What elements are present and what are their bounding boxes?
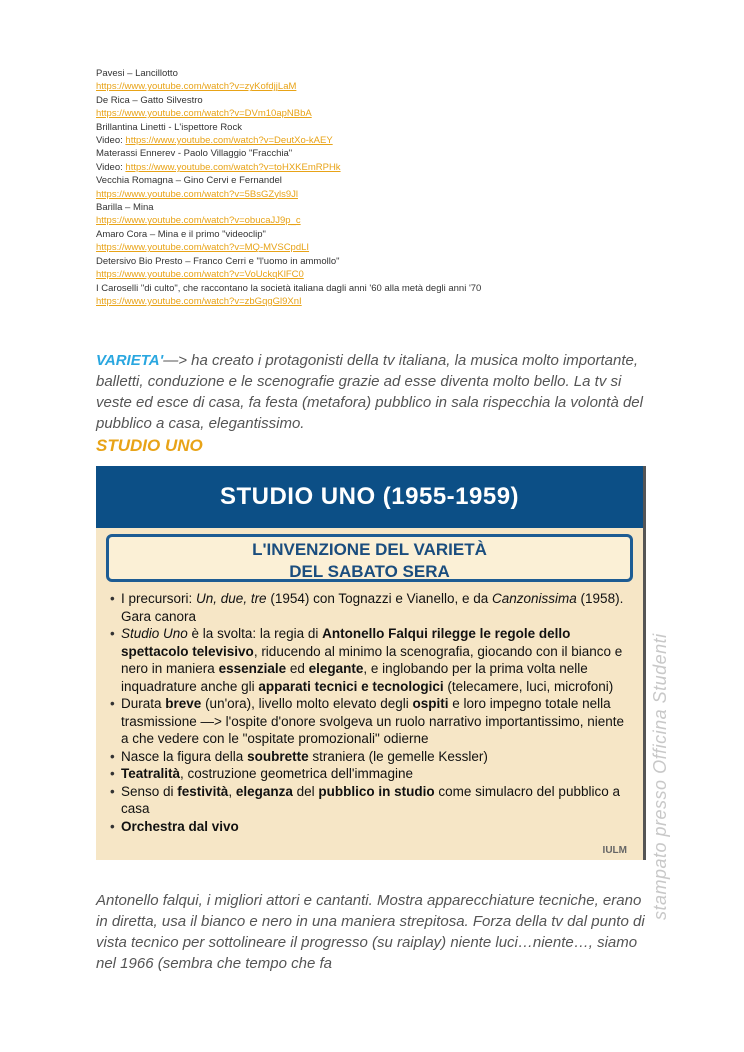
link-list-row	[96, 188, 656, 201]
link-list-row	[96, 67, 656, 80]
link-list-row	[96, 241, 656, 254]
link-label: Brillantina Linetti - L'ispettore Rock	[96, 121, 242, 133]
slide-bullet-segment: essenziale	[218, 661, 287, 676]
link-label: Detersivo Bio Presto – Franco Cerri e "l'uomo in ammollo"	[96, 255, 340, 267]
link-label: Amaro Cora – Mina e il primo "videoclip"	[96, 228, 266, 240]
slide-bullet-segment: ospiti	[412, 696, 449, 711]
youtube-link[interactable]: https://www.youtube.com/watch?v=VoUckqKlFC0	[96, 269, 304, 281]
watermark: stampato presso Officina Studenti	[650, 633, 670, 920]
youtube-link[interactable]: https://www.youtube.com/watch?v=zbGqgGl9XnI	[96, 295, 302, 307]
slide-bullet-segment: elegante	[308, 661, 364, 676]
slide-bullet-segment: , riducendo al minimo la scenografia, giocando con il bianco e nero in maniera	[121, 643, 623, 676]
slide-bullet-segment: è la svolta: la regia di	[187, 626, 323, 641]
link-label: Materassi Ennerev - Paolo Villaggio "Fracchia"	[96, 148, 293, 160]
link-list-row	[96, 295, 656, 308]
link-list-row	[96, 94, 656, 107]
iulm-logo: IULM	[602, 845, 627, 856]
slide-bullet-segment: del	[292, 783, 319, 799]
link-list-row	[96, 201, 656, 214]
youtube-link[interactable]: https://www.youtube.com/watch?v=toHXKEmRPHk	[125, 161, 341, 173]
link-list-row	[96, 268, 656, 281]
slide-bullet-segment: come simulacro del pubblico a casa	[121, 783, 620, 816]
slide-bullet-segment: soubrette	[247, 748, 309, 764]
link-list-row	[96, 161, 656, 174]
link-list-row	[96, 228, 656, 241]
slide-bullet-segment: Studio Uno	[121, 626, 188, 641]
slide-bullet-segment: pubblico in studio	[318, 783, 435, 799]
slide-bullet-segment: , e inglobando per la prima volta nelle inquadrature anche gli	[121, 661, 588, 694]
link-list-row	[96, 121, 656, 134]
slide-subtitle-line2: DEL SABATO SERA	[289, 562, 450, 581]
slide-bullet-segment: festività	[177, 783, 229, 799]
varieta-keyword: VARIETA'	[96, 352, 164, 369]
slide-bullet-segment: Canzonissima	[492, 591, 577, 606]
slide-bullet	[110, 590, 629, 625]
studio-uno-slide	[96, 466, 646, 860]
slide-bullet-segment: (un'ora), livello molto elevato degli	[201, 696, 413, 711]
link-list-row	[96, 107, 656, 120]
slide-bullet-segment: apparati tecnici e tecnologici	[258, 678, 444, 694]
varieta-paragraph	[96, 350, 656, 434]
slide-bullet-segment: (telecamere, luci, microfoni)	[443, 678, 614, 694]
link-list-row	[96, 80, 656, 93]
slide-bullet-segment: eleganza	[235, 783, 293, 799]
youtube-link[interactable]: https://www.youtube.com/watch?v=DeutXo-kAEY	[125, 135, 333, 147]
link-label: De Rica – Gatto Silvestro	[96, 94, 203, 106]
slide-bullet-segment: (1958). Gara canora	[121, 591, 624, 624]
slide-bullet-segment: Antonello Falqui rilegge le regole dello spettacolo televisivo	[121, 626, 571, 659]
slide-bullet-segment: Un, due, tre	[196, 591, 267, 606]
slide-bullet-segment: Teatralità	[121, 766, 181, 781]
link-label: Barilla – Mina	[96, 202, 154, 214]
studio-uno-heading: STUDIO UNO	[96, 436, 203, 455]
slide-subtitle-line1: L'INVENZIONE DEL VARIETÀ	[252, 540, 487, 559]
slide-bullet-segment: ed	[286, 661, 309, 676]
slide-subtitle-box	[106, 534, 633, 582]
slide-bullet	[110, 818, 629, 836]
slide-bullet-segment: Nasce la figura della	[121, 748, 248, 764]
link-list-row	[96, 174, 656, 187]
slide-bullet-segment: (1954) con Tognazzi e Vianello, e da	[266, 591, 492, 606]
slide-bullet-segment: Senso di	[121, 783, 178, 799]
youtube-link[interactable]: https://www.youtube.com/watch?v=obucaJJ9p_c	[96, 215, 301, 227]
youtube-link[interactable]: https://www.youtube.com/watch?v=5BsGZyls9Jl	[96, 188, 298, 200]
link-label: Video:	[96, 161, 126, 173]
link-list-row	[96, 134, 656, 147]
slide-bullet-segment: ,	[228, 783, 236, 799]
slide-bullet-segment: Durata	[121, 696, 166, 711]
slide-bullet	[110, 783, 629, 818]
slide-bullet-segment: , costruzione geometrica dell'immagine	[180, 766, 413, 781]
slide-bullet	[110, 695, 629, 748]
falqui-paragraph: Antonello falqui, i migliori attori e cantanti. Mostra apparecchiature tecniche, erano in diretta, usa il bianco e nero in una maniera strepitosa. Forza della tv dal punto di vista tecnico per sottolineare il progresso (su raiplay) niente luci…niente…, siamo nel 1966 (sembra che tempo che fa	[96, 892, 645, 972]
link-list-row	[96, 255, 656, 268]
link-label: Video:	[96, 135, 126, 147]
carosello-link-list	[96, 67, 656, 308]
link-list-row	[96, 214, 656, 227]
varieta-text: —> ha creato i protagonisti della tv italiana, la musica molto importante, balletti, conduzione e le scenografie grazie ad esse diventa molto bello. La tv si veste ed esce di casa, fa festa (metafora) pubblico in sala rispecchia la volontà del pubblico a casa, elegantissimo.	[96, 352, 643, 432]
slide-bullet-segment: Orchestra dal vivo	[121, 818, 239, 834]
youtube-link[interactable]: https://www.youtube.com/watch?v=zyKofdjjLaM	[96, 81, 297, 93]
youtube-link[interactable]: https://www.youtube.com/watch?v=DVm10apNBbA	[96, 108, 312, 120]
slide-bullet-segment: I precursori:	[121, 591, 197, 606]
slide-bullet-list	[96, 590, 643, 835]
link-list-row	[96, 147, 656, 160]
slide-title: STUDIO UNO (1955-1959)	[96, 466, 643, 528]
link-label: I Caroselli "di culto", che raccontano la società italiana dagli anni '60 alla metà degli anni '70	[96, 282, 482, 294]
link-list-row	[96, 282, 656, 295]
link-label: Pavesi – Lancillotto	[96, 68, 178, 79]
slide-bullet-segment: straniera (le gemelle Kessler)	[308, 748, 488, 764]
slide-bullet-segment: e loro impegno totale nella trasmissione —> l'ospite d'onore svolgeva un ruolo narrativo importantissimo, niente a che vedere con le "ospitate promozionali" odierne	[121, 696, 625, 746]
slide-bullet	[110, 748, 629, 766]
slide-bullet-segment: breve	[165, 696, 202, 711]
slide-bullet	[110, 765, 629, 783]
slide-bullet	[110, 625, 629, 695]
link-label: Vecchia Romagna – Gino Cervi e Fernandel	[96, 175, 282, 187]
youtube-link[interactable]: https://www.youtube.com/watch?v=MQ-MVSCpdLI	[96, 242, 310, 254]
